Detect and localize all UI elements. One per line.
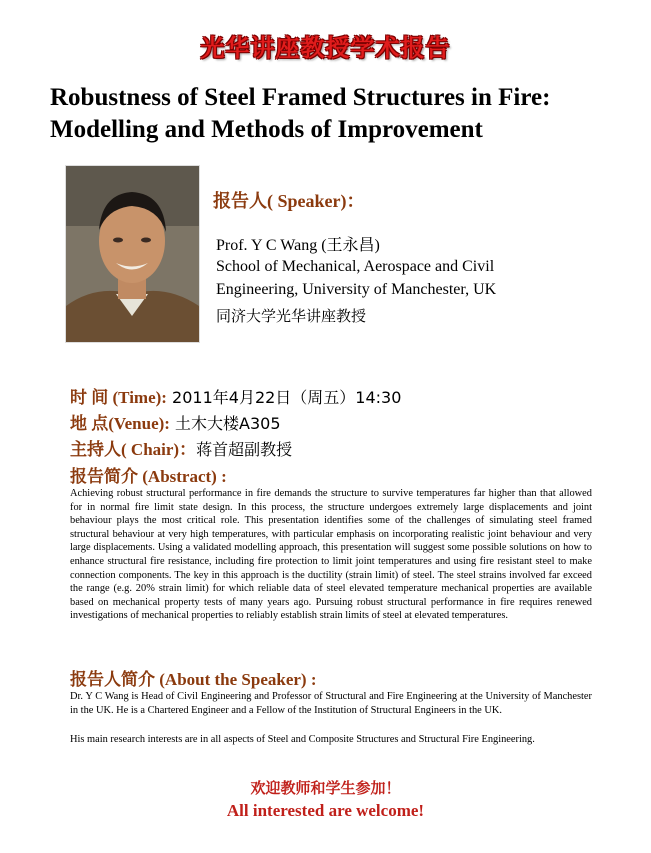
lecture-title-line2: Modelling and Methods of Improvement (50, 116, 483, 143)
venue-value: 土木大楼A305 (169, 414, 281, 433)
banner-title: 光华讲座教授学术报告 (200, 34, 451, 62)
time-value: 2011年4月22日（周五）14:30 (166, 388, 402, 407)
time-label: 时 间 (Time): (70, 388, 167, 407)
lecture-title-line1: Robustness of Steel Framed Structures in Fire: (50, 84, 551, 111)
research-interests-text: His main research interests are in all aspects of Steel and Composite Structures and Structural Fire Engineering. (70, 734, 535, 745)
chair-label: 主持人( Chair)： (70, 440, 197, 459)
speaker-title-cn: 同济大学光华讲座教授 (216, 307, 367, 325)
venue-row (70, 409, 281, 434)
abstract-heading: 报告简介 (Abstract) : (70, 467, 227, 486)
venue-label: 地 点(Venue): (70, 414, 170, 433)
speaker-name: Prof. Y C Wang (王永昌) (216, 237, 380, 254)
lecture-title (50, 82, 630, 146)
time-row (70, 383, 401, 408)
speaker-affiliation-line2: Engineering, University of Manchester, UK (216, 281, 497, 298)
abstract-text: Achieving robust structural performance in fire demands the structure to survive temperatures far higher than that allowed for in normal fire limit state design. In this process, the structure undergoes extremely large displacements and joint behaviour plays the most critical role. This presentation identifies some of the challenges of simulating steel framed structural behaviour at very high temperatures, with particular emphasis on incorporating realistic joint behaviour and very large displacements. Using a validated modelling approach, this presentation will suggest some possible solutions on how to enhance structural fire resistance, including fire protection to limit joint temperatures and using fire resistant steel to make connection components. The key in this approach is the ductility (strain limit) of steel. The steel strains involved far exceed the range (e.g. 20% strain limit) for which reliable data of steel elevated temperature mechanical properties are available based on mechanical property tests of many years ago. Pursuing robust structural performance in fire requires renewed investigations of mechanical properties to reliably establish strain limits of steel at elevated temperatures. (70, 488, 592, 622)
speaker-heading: 报告人( Speaker)： (213, 191, 365, 211)
welcome-cn: 欢迎教师和学生参加！ (250, 779, 401, 797)
chair-row (70, 435, 292, 460)
chair-value: 蒋首超副教授 (196, 440, 293, 459)
about-speaker-text: Dr. Y C Wang is Head of Civil Engineering and Professor of Structural and Fire Engineering at the University of Manchester in the UK. He is a Chartered Engineer and a Fellow of the Institution of Structural Engineers in the UK. (70, 691, 592, 716)
speaker-affiliation-line1: School of Mechanical, Aerospace and Civil (216, 258, 495, 275)
about-speaker-heading: 报告人简介 (About the Speaker) : (70, 670, 317, 689)
welcome-en: All interested are welcome! (226, 801, 425, 820)
speaker-photo (65, 165, 200, 343)
